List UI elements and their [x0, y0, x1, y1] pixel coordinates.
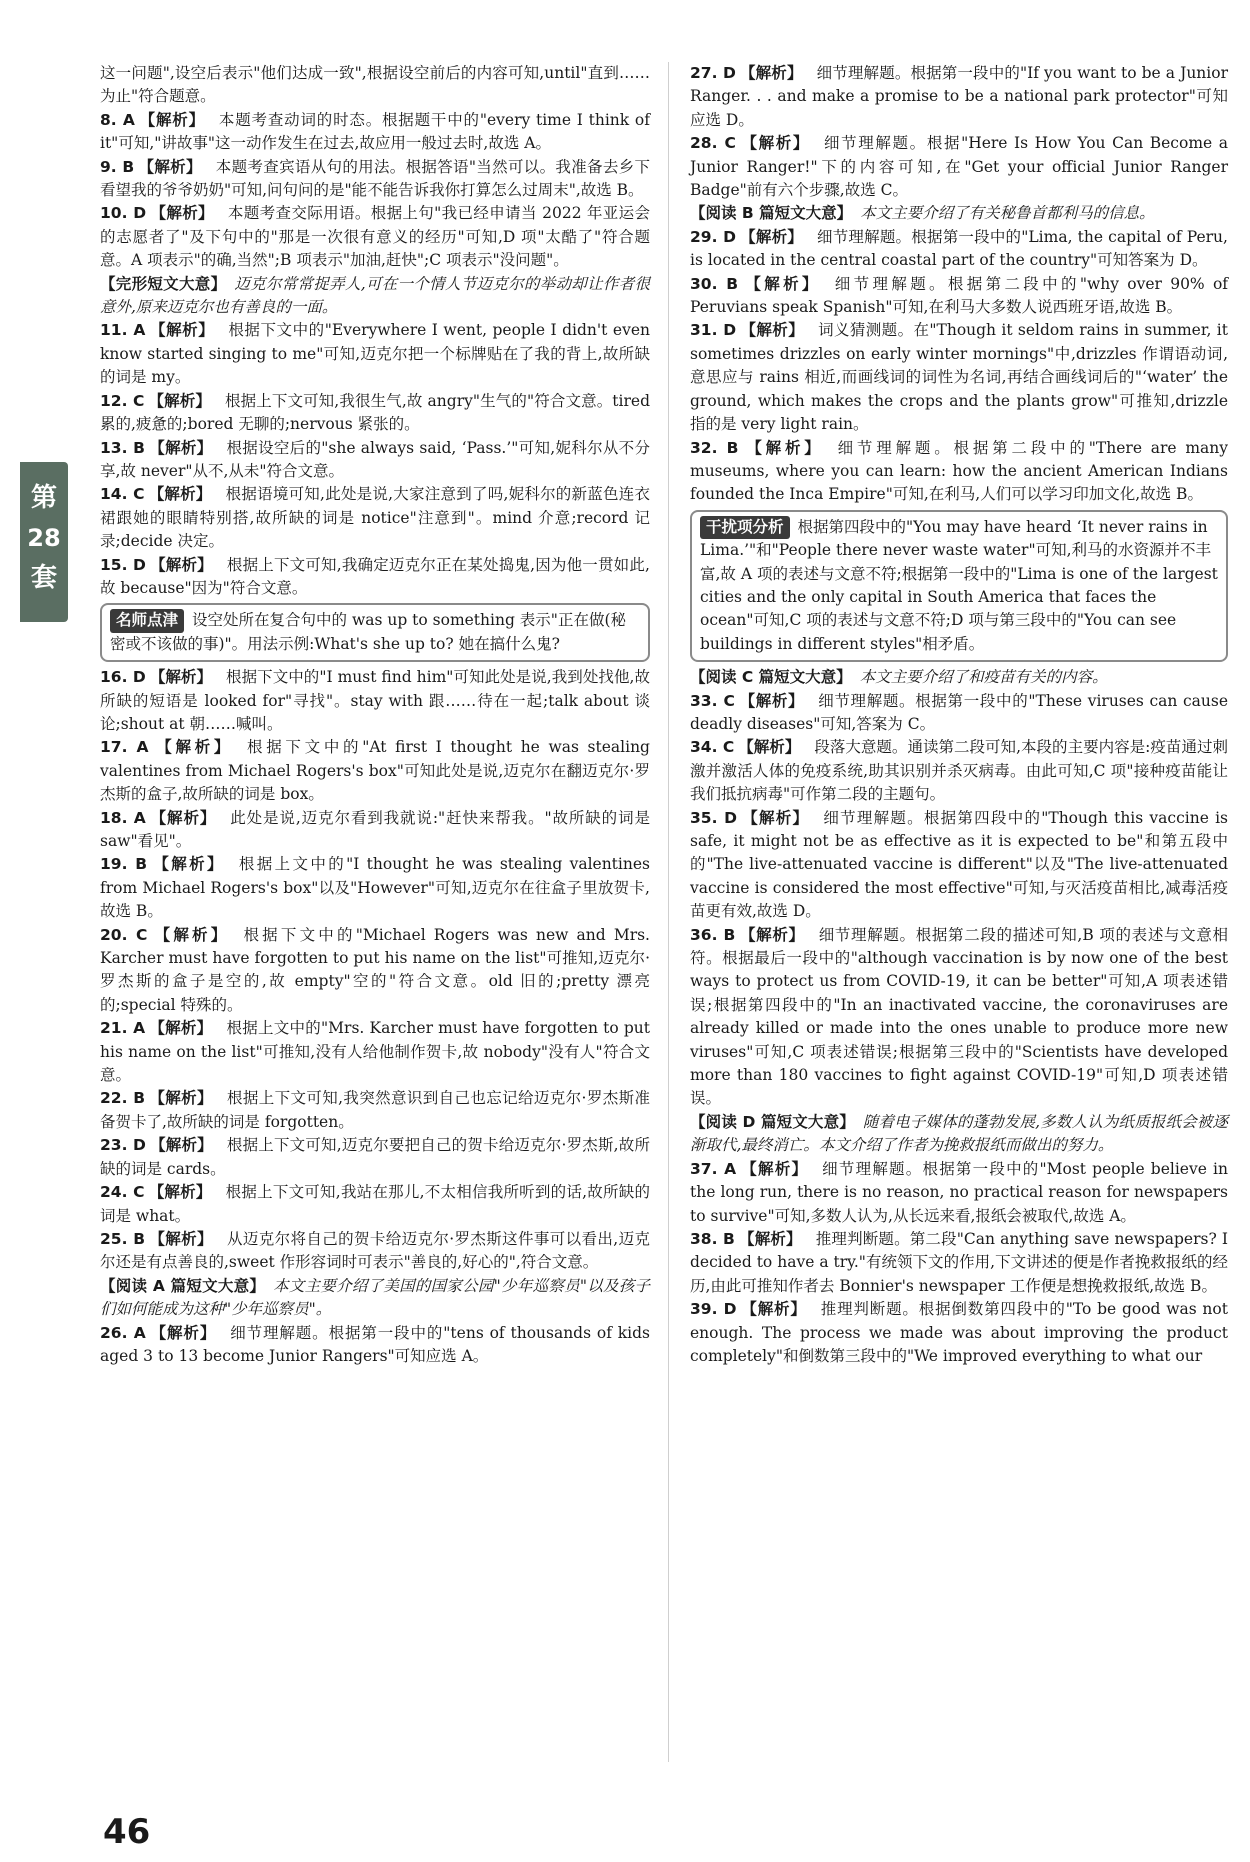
passage-summary — [100, 1275, 650, 1322]
answer-item — [100, 1228, 650, 1275]
paragraph — [100, 62, 650, 109]
analysis-tag: 【解析】 — [739, 134, 811, 153]
side-tab-char: 套 — [30, 563, 57, 593]
note-text: 根据第四段中的"You may have heard ‘It never rains in Lima.’"和"People there never waste water"可知,利马的水资源并不丰富,故 A 项的表述与文意不符;根据第一段中的"Lima is one of the largest cities and the only capital in South America that faces the ocean"可知,C 项的表述与文意不符;D 项与第三段中的"You can see buildings in different styles"相矛盾。 — [700, 517, 1218, 653]
answer-explanation: 此处是说,迈克尔看到我就说:"赶快来帮我。"故所缺的词是 saw"看见"。 — [100, 808, 650, 850]
answer-explanation: 根据上下文可知,我突然意识到自己也忘记给迈克尔·罗杰斯准备贺卡了,故所缺的词是 forgotten。 — [100, 1089, 650, 1131]
summary-text: 本文主要介绍了有关秘鲁首都利马的信息。 — [860, 204, 1155, 223]
analysis-tag: 【解析】 — [740, 1300, 807, 1319]
answer-explanation: 细节理解题。根据第二段中的"There are many museums, where you can learn: how the ancient American Indians founded the Inca Empire"可知,在利马,人们可以学习印加文化,故选 B。 — [690, 438, 1228, 504]
answer-number: 30. B — [690, 274, 739, 293]
passage-summary — [690, 202, 1228, 225]
answer-item — [690, 1158, 1228, 1228]
answer-number: 20. C — [100, 925, 148, 944]
summary-label: 【阅读 D 篇短文大意】 — [690, 1112, 855, 1131]
answer-number: 16. D — [100, 668, 146, 687]
answer-number: 8. A — [100, 110, 135, 129]
answer-explanation: 本题考查动词的时态。根据题干中的"every time I think of it"可知,"讲故事"这一动作发生在过去,故应用一般过去时,故选 A。 — [100, 110, 650, 153]
answer-explanation: 细节理解题。根据第一段中的"These viruses can cause deadly diseases"可知,答案为 C。 — [690, 691, 1229, 733]
answer-item — [690, 273, 1228, 320]
answer-explanation: 段落大意题。通读第二段可知,本段的主要内容是:疫苗通过刺激并激活人体的免疫系统,助其识别并杀灭病毒。由此可知,C 项"接种疫苗能让我们抵抗病毒"可作第二段的主题句。 — [690, 738, 1228, 804]
analysis-tag: 【解析】 — [148, 1183, 212, 1202]
analysis-tag: 【解析】 — [138, 157, 202, 176]
answer-item — [100, 666, 650, 736]
analysis-tag: 【解析】 — [149, 321, 215, 340]
right-column — [690, 62, 1228, 1368]
answer-explanation: 根据下文中的"At first I thought he was stealing valentines from Michael Rogers's box"可知此处是说,迈克尔在翻迈克尔·罗杰斯的盒子,故所缺的词是 box。 — [100, 738, 650, 804]
answer-number: 13. B — [100, 438, 145, 457]
analysis-tag: 【解析】 — [149, 808, 217, 827]
analysis-tag: 【解析】 — [149, 1089, 213, 1108]
analysis-tag: 【解析】 — [742, 274, 821, 293]
note-label: 名师点津 — [110, 609, 184, 632]
answer-explanation: 细节理解题。根据第二段的描述可知,B 项的表述与文意相符。根据最后一段中的"although vaccination is by now one of the best ways to protect us from COVID-19, it can be better"可知,A 项表述错误;根据第四段中的"In an inactivated vaccine, the coronaviruses are already killed or made into the ones unable to produce more new viruses"可知,C 项表述错误;根据第三段中的"Scientists have developed more than 180 vaccines to fight against COVID-19"可知,D 项表述错误。 — [690, 925, 1228, 1108]
analysis-tag: 【解析】 — [149, 1323, 217, 1342]
side-tab-number: 28 — [27, 524, 61, 552]
analysis-tag: 【解析】 — [152, 738, 234, 757]
analysis-tag: 【解析】 — [151, 925, 230, 944]
answer-item — [100, 437, 650, 484]
analysis-tag: 【解析】 — [148, 391, 211, 410]
analysis-tag: 【解析】 — [149, 1136, 213, 1155]
answer-item — [100, 156, 650, 203]
answer-item — [100, 390, 650, 437]
answer-number: 21. A — [100, 1019, 146, 1038]
answer-number: 32. B — [690, 438, 739, 457]
note-label: 干扰项分析 — [700, 516, 790, 539]
answer-item — [100, 202, 650, 272]
answer-item — [690, 62, 1228, 132]
column-divider — [668, 62, 669, 1762]
analysis-tag: 【解析】 — [738, 691, 805, 710]
answer-number: 24. C — [100, 1183, 145, 1202]
answer-number: 39. D — [690, 1300, 737, 1319]
analysis-tag: 【解析】 — [148, 485, 212, 504]
answer-item — [100, 1134, 650, 1181]
answer-explanation: 从迈克尔将自己的贺卡给迈克尔·罗杰斯这件事可以看出,迈克尔还是有点善良的,sweet 作形容词时可表示"善良的,好心的",符合文意。 — [100, 1229, 650, 1272]
analysis-tag: 【解析】 — [738, 738, 801, 757]
analysis-tag: 【解析】 — [138, 110, 205, 129]
answer-explanation: 根据语境可知,此处是说,大家注意到了吗,妮科尔的新蓝色连衣裙跟她的眼睛特别搭,故所缺的词是 notice"注意到"。mind 介意;record 记录;decide 决定。 — [100, 485, 650, 551]
answer-item — [100, 807, 650, 854]
answer-explanation: 细节理解题。根据第二段中的"why over 90% of Peruvians speak Spanish"可知,在利马大多数人说西班牙语,故选 B。 — [690, 274, 1229, 317]
answer-item — [100, 1087, 650, 1134]
answer-number: 26. A — [100, 1323, 146, 1342]
answer-item — [690, 736, 1228, 806]
answer-number: 29. D — [690, 227, 736, 246]
answer-item — [100, 736, 650, 806]
passage-summary — [690, 1111, 1228, 1158]
passage-summary — [100, 273, 650, 320]
summary-text: 本文主要介绍了美国的国家公园"少年巡察员"以及孩子们如何能成为这种"少年巡察员"。 — [100, 1276, 650, 1319]
answer-item — [690, 690, 1228, 737]
note-box — [690, 510, 1228, 662]
answer-explanation: 根据下文中的"Everywhere I went, people I didn't even know started singing to me"可知,迈克尔把一个标牌贴在了我的背上,故所缺的词是 my。 — [100, 321, 650, 387]
paragraph-text: 这一问题",设空后表示"他们达成一致",根据设空前后的内容可知,until"直到……为止"符合题意。 — [100, 64, 650, 106]
analysis-tag: 【解析】 — [739, 227, 803, 246]
answer-explanation: 根据下文中的"I must find him"可知此处是说,我到处找他,故所缺的短语是 looked for"寻找"。stay with 跟……待在一起;talk about 谈论;shout at 朝……喊叫。 — [100, 668, 650, 733]
answer-explanation: 根据上下文可知,我站在那儿,不太相信我所听到的话,故所缺的词是 what。 — [100, 1183, 650, 1225]
left-column — [100, 62, 650, 1368]
analysis-tag: 【解析】 — [149, 668, 213, 687]
answer-item — [100, 1017, 650, 1087]
answer-number: 10. D — [100, 204, 147, 223]
answer-number: 36. B — [690, 925, 736, 944]
side-tab — [20, 462, 68, 622]
answer-item — [100, 1181, 650, 1228]
analysis-tag: 【解析】 — [148, 438, 213, 457]
answer-item — [690, 437, 1228, 507]
answer-number: 19. B — [100, 855, 148, 874]
analysis-tag: 【解析】 — [742, 438, 824, 457]
answer-explanation: 根据上下文可知,我确定迈克尔正在某处捣鬼,因为他一贯如此,故 because"因为"符合文意。 — [100, 555, 650, 597]
summary-text: 本文主要介绍了和疫苗有关的内容。 — [859, 668, 1108, 687]
answer-item — [690, 226, 1228, 273]
analysis-tag: 【解析】 — [739, 64, 803, 82]
answer-explanation: 本题考查交际用语。根据上句"我已经申请当 2022 年亚运会的志愿者了"及下句中的"那是一次很有意义的经历"可知,D 项"太酷了"符合题意。A 项表示"的确,当然";B 项表示"加油,赶快";C 项表示"没问题"。 — [100, 204, 650, 270]
answer-explanation: 细节理解题。根据第四段中的"Though this vaccine is safe, it might not be as effective as it is expected to be"和第五段中的"The live-attenuated vaccine is different"以及"The live-attenuated vaccine is considered the most effective"可知,与灭活疫苗相比,减毒活疫苗更有效,故选 D。 — [690, 808, 1228, 921]
answer-explanation: 细节理解题。根据第一段中的"If you want to be a Junior Ranger. . . and make a promise to be a national park protector"可知应选 D。 — [690, 64, 1228, 129]
analysis-tag: 【解析】 — [740, 321, 805, 340]
answer-number: 15. D — [100, 555, 146, 574]
answer-number: 14. C — [100, 485, 145, 504]
summary-label: 【阅读 A 篇短文大意】 — [100, 1276, 266, 1295]
answer-explanation: 细节理解题。根据"Here Is How You Can Become a Junior Ranger!"下的内容可知,在"Get your official Junior Ranger Badge"前有六个步骤,故选 C。 — [690, 134, 1228, 200]
answer-number: 33. C — [690, 691, 735, 710]
answer-item — [100, 319, 650, 389]
note-text: 设空处所在复合句中的 was up to something 表示"正在做(秘密或不该做的事)"。用法示例:What's she up to? 她在搞什么鬼? — [110, 611, 626, 653]
answer-explanation: 推理判断题。第二段"Can anything save newspapers? I decided to have a try."有统领下文的作用,下文讲述的便是作者挽救报纸的经历,由此可推知作者去 Bonnier's newspaper 工作便是想挽救报纸,故选 B。 — [690, 1229, 1228, 1295]
answer-item — [100, 853, 650, 923]
answer-number: 12. C — [100, 391, 145, 410]
note-box — [100, 603, 650, 662]
answer-explanation: 根据上下文可知,迈克尔要把自己的贺卡给迈克尔·罗杰斯,故所缺的词是 cards。 — [100, 1136, 650, 1178]
answer-item — [690, 1298, 1228, 1368]
answer-explanation: 细节理解题。根据第一段中的"Most people believe in the long run, there is no reason, no practical reason for newspapers to survive"可知,多数人认为,从长远来看,报纸会被取代,故选 A。 — [690, 1159, 1228, 1225]
answer-number: 22. B — [100, 1089, 146, 1108]
summary-label: 【阅读 B 篇短文大意】 — [690, 204, 853, 223]
answer-explanation: 根据上文中的"Mrs. Karcher must have forgotten to put his name on the list"可推知,没有人给他制作贺卡,故 nobody"没有人"符合文意。 — [100, 1019, 650, 1085]
summary-label: 【阅读 C 篇短文大意】 — [690, 668, 852, 687]
answer-number: 17. A — [100, 738, 149, 757]
analysis-tag: 【解析】 — [149, 1229, 213, 1248]
analysis-tag: 【解析】 — [740, 1159, 809, 1178]
answer-number: 28. C — [690, 134, 736, 153]
answer-number: 34. C — [690, 738, 735, 757]
answer-number: 9. B — [100, 157, 135, 176]
summary-text: 随着电子媒体的蓬勃发展,多数人认为纸质报纸会被逐渐取代,最终消亡。本文介绍了作者为挽救报纸而做出的努力。 — [690, 1112, 1228, 1155]
answer-number: 27. D — [690, 64, 736, 82]
answer-explanation: 细节理解题。根据第一段中的"Lima, the capital of Peru, is located in the central coastal part of the country"可知答案为 D。 — [690, 227, 1228, 270]
analysis-tag: 【解析】 — [739, 925, 805, 944]
answer-number: 31. D — [690, 321, 737, 340]
side-tab-char: 第 — [30, 483, 57, 513]
passage-summary — [690, 666, 1228, 689]
answer-item — [100, 109, 650, 156]
answer-item — [100, 924, 650, 1018]
analysis-tag: 【解析】 — [740, 808, 810, 827]
answer-number: 35. D — [690, 808, 737, 827]
answer-explanation: 本题考查宾语从句的用法。根据答语"当然可以。我准备去乡下看望我的爷爷奶奶"可知,问句问的是"能不能告诉我你打算怎么过周末",故选 B。 — [100, 157, 650, 200]
answer-number: 38. B — [690, 1229, 735, 1248]
answer-number: 37. A — [690, 1159, 737, 1178]
answer-item — [100, 1322, 650, 1369]
answer-item — [100, 483, 650, 553]
answer-item — [690, 807, 1228, 924]
analysis-tag: 【解析】 — [738, 1229, 802, 1248]
answer-explanation: 根据上下文可知,我很生气,故 angry"生气的"符合文意。tired 累的,疲惫的;bored 无聊的;nervous 紧张的。 — [100, 391, 650, 434]
answer-number: 25. B — [100, 1229, 146, 1248]
analysis-tag: 【解析】 — [149, 1019, 213, 1038]
page-number: 46 — [103, 1812, 151, 1852]
analysis-tag: 【解析】 — [149, 555, 213, 574]
answer-item — [690, 924, 1228, 1111]
answer-number: 23. D — [100, 1136, 146, 1155]
answer-explanation: 根据设空后的"she always said, ‘Pass.’"可知,妮科尔从不分享,故 never"从不,从未"符合文意。 — [100, 438, 650, 480]
summary-label: 【完形短文大意】 — [100, 274, 227, 293]
answer-item — [690, 1228, 1228, 1298]
answer-explanation: 根据下文中的"Michael Rogers was new and Mrs. Karcher must have forgotten to put his name on the list"可推知,迈克尔·罗杰斯的盒子是空的,故 empty"空的"符合文意。old 旧的;pretty 漂亮的;special 特殊的。 — [100, 925, 650, 1014]
answer-number: 18. A — [100, 808, 146, 827]
answer-number: 11. A — [100, 321, 146, 340]
answer-item — [100, 554, 650, 601]
answer-explanation: 细节理解题。根据第一段中的"tens of thousands of kids aged 3 to 13 become Junior Rangers"可知应选 A。 — [100, 1323, 650, 1365]
answer-explanation: 根据上文中的"I thought he was stealing valentines from Michael Rogers's box"以及"However"可知,迈克尔在往盒子里放贺卡,故选 B。 — [100, 855, 650, 921]
answer-explanation: 词义猜测题。在"Though it seldom rains in summer, it sometimes drizzles on early winter mornings"中,drizzles 作谓语动词,意思应与 rains 相近,而画线词的词性为名词,再结合画线词后的"‘water’ the ground, which makes the crops and the plants grow"可推知,drizzle 指的是 very light rain。 — [690, 321, 1228, 434]
answer-explanation: 推理判断题。根据倒数第四段中的"To be good was not enough. The process we made was about improving the product completely"和倒数第三段中的"We improved everything to what our — [690, 1300, 1228, 1365]
analysis-tag: 【解析】 — [151, 855, 225, 874]
summary-text: 迈克尔常常捉弄人,可在一个情人节迈克尔的举动却让作者很意外,原来迈克尔也有善良的一面。 — [100, 274, 650, 317]
analysis-tag: 【解析】 — [150, 204, 214, 223]
answer-item — [690, 132, 1228, 202]
answer-item — [690, 319, 1228, 436]
